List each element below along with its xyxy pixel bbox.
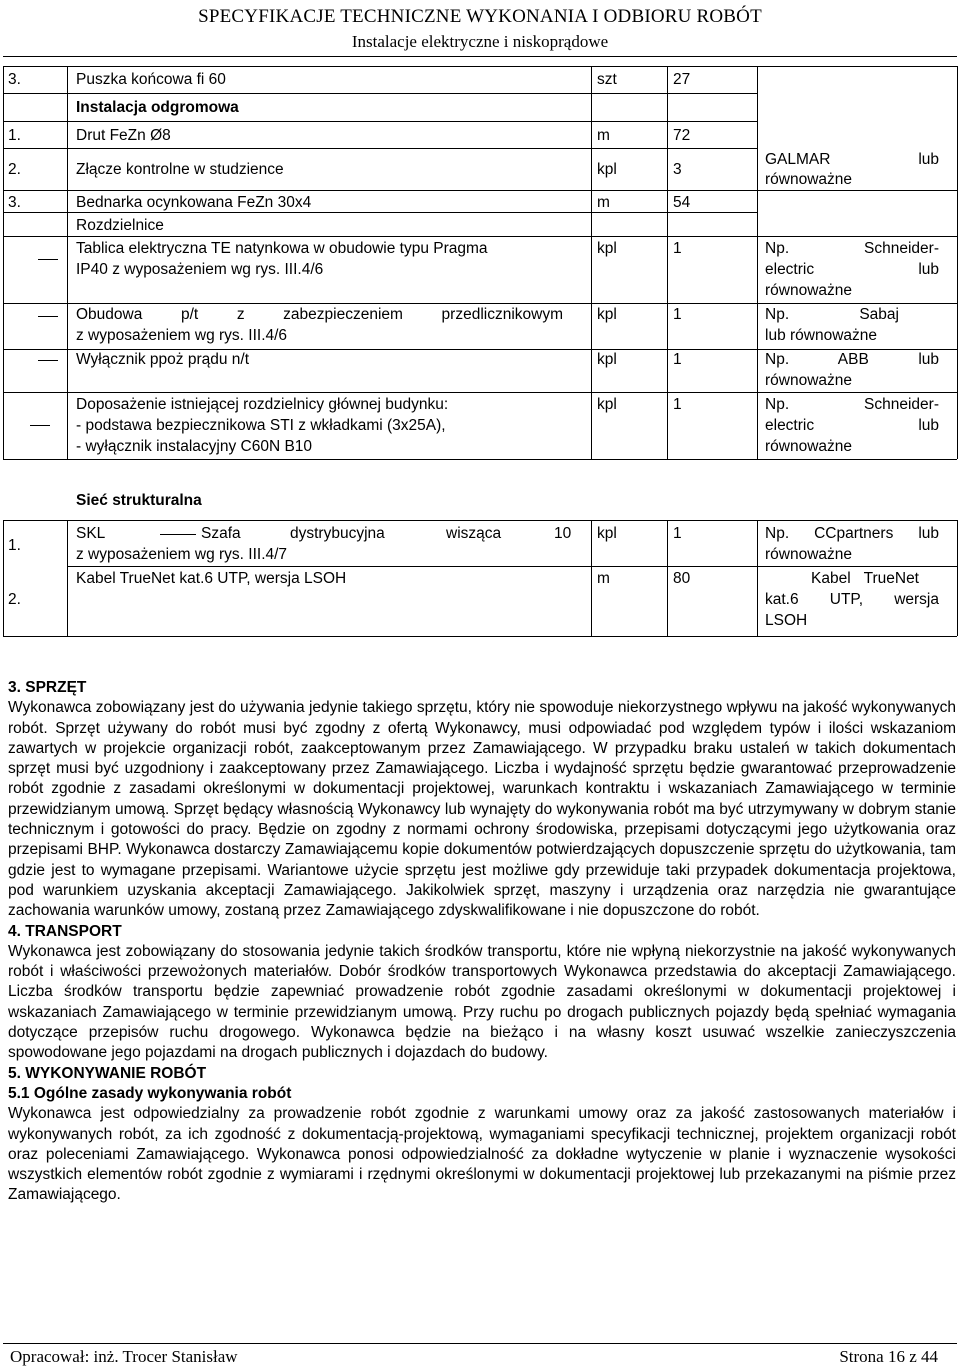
row-unit: m xyxy=(597,194,610,211)
table-line xyxy=(757,520,758,636)
row-note: równoważne xyxy=(765,438,853,455)
row-description: Złącze kontrolne w studzience xyxy=(76,161,284,178)
section-text-zasady: Wykonawca jest odpowiedzialny za prowadzenie robót zgodnie z warunkami umowy oraz za jakość zastosowanych materiałów i wykonywanych robót, za ich zgodność z dokumentacją-projektową, wymaganiami specyfikacji technicznej, projektem organizacji robót oraz poleceniami Zamawiającego. Wykonawca ponosi odpowiedzialność za dokładne wytyczenie w planie i wyznaczenie wysokości wszystkich elementów robót zgodnie z wymiarami i rzędnymi określonymi w dokumentacji projektowej lub przekazanymi na piśmie przez Zamawiającego. xyxy=(8,1105,956,1204)
row-note: równoważne xyxy=(765,372,853,389)
row-description: z wyposażeniem wg rys. III.4/7 xyxy=(76,546,288,563)
row-quantity: 80 xyxy=(673,570,691,587)
section-heading-odgromowa: Instalacja odgromowa xyxy=(76,99,239,116)
footer-rule xyxy=(3,1343,957,1344)
row-note: Np. Schneider- xyxy=(765,396,939,413)
row-number: 1. xyxy=(8,127,21,144)
document-header-title: SPECYFIKACJE TECHNICZNE WYKONANIA I ODBIORU ROBÓT xyxy=(198,6,762,27)
footer-page-number: Strona 16 z 44 xyxy=(839,1347,938,1366)
table-line xyxy=(957,520,958,636)
row-note: electric lub xyxy=(765,417,939,434)
bullet-dash xyxy=(38,360,58,361)
table-line xyxy=(3,520,4,636)
row-note: Np. Schneider- xyxy=(765,240,939,257)
row-note: lub równoważne xyxy=(765,327,878,344)
row-note: GALMAR lub xyxy=(765,151,939,168)
row-description: SKL Szafa dystrybucyjna wisząca 10 xyxy=(76,525,572,542)
row-quantity: 1 xyxy=(673,306,682,323)
table-line xyxy=(667,520,668,636)
bullet-dash xyxy=(30,425,50,426)
row-number: 3. xyxy=(8,71,21,88)
table-line xyxy=(3,66,4,459)
row-note: Kabel TrueNet xyxy=(811,570,919,587)
row-description: Drut FeZn Ø8 xyxy=(76,127,171,144)
row-number: 2. xyxy=(8,161,21,178)
row-description: Obudowa p/t z zabezpieczeniem przedlicznikowym xyxy=(76,306,563,323)
section-title-transport: 4. TRANSPORT xyxy=(8,922,122,940)
row-description: Kabel TrueNet kat.6 UTP, wersja LSOH xyxy=(76,570,347,587)
bullet-dash xyxy=(38,259,58,260)
section-title-zasady: 5.1 Ogólne zasady wykonywania robót xyxy=(8,1084,292,1102)
row-quantity: 54 xyxy=(673,194,691,211)
row-unit: kpl xyxy=(597,306,617,323)
table-line xyxy=(591,66,592,459)
section-title-wykonywanie: 5. WYKONYWANIE ROBÓT xyxy=(8,1064,207,1082)
table-line xyxy=(3,392,957,393)
row-quantity: 1 xyxy=(673,525,682,542)
document-header-subtitle: Instalacje elektryczne i niskoprądowe xyxy=(351,32,609,51)
table-line xyxy=(3,636,957,637)
section-title-sprzet: 3. SPRZĘT xyxy=(8,679,87,696)
table-line xyxy=(67,66,68,459)
row-description: Puszka końcowa fi 60 xyxy=(76,71,226,88)
table-line xyxy=(957,66,958,459)
row-description: Tablica elektryczna TE natynkowa w obudowie typu Pragma xyxy=(76,240,488,257)
table-line xyxy=(3,121,757,122)
row-unit: kpl xyxy=(597,161,617,178)
table-line xyxy=(67,520,68,636)
row-note: electric lub xyxy=(765,261,939,278)
row-note: Np. Sabaj xyxy=(765,306,899,323)
row-unit: m xyxy=(597,127,610,144)
row-quantity: 1 xyxy=(673,351,682,368)
section-text-transport: Wykonawca jest zobowiązany do stosowania jedynie takich środków transportu, które nie wpłyną niekorzystnie na jakość wykonywanych robót i właściwości przewożonych materiałów. Dobór środków transportowych Wykonawca przedstawia do akceptacji Zamawiającego. Liczba środków transportu będzie zapewniać prowadzenie robót zgodnie zasadami określonymi w dokumentacji projektowej i wskazaniach Zamawiającego w terminie przewidzianym umową. Przy ruchu po drogach publicznych pojazdy będą spełniać wymagania dotyczące przepisów ruchu drogowego. Wykonawca będzie na bieżąco i na własny koszt usuwać wszelkie zanieczyszczenia spowodowane jego pojazdami na drogach publicznych i dojazdach do budowy. xyxy=(8,942,956,1062)
row-quantity: 1 xyxy=(673,240,682,257)
table-line xyxy=(67,566,957,567)
table-line xyxy=(3,236,957,237)
row-description: IP40 z wyposażeniem wg rys. III.4/6 xyxy=(76,261,324,278)
row-number: 2. xyxy=(8,591,21,608)
row-unit: kpl xyxy=(597,351,617,368)
row-quantity: 3 xyxy=(673,161,682,178)
table-line xyxy=(3,93,757,94)
row-description: Bednarka ocynkowana FeZn 30x4 xyxy=(76,194,312,211)
row-number: 3. xyxy=(8,194,21,211)
row-quantity: 1 xyxy=(673,396,682,413)
row-quantity: 72 xyxy=(673,127,691,144)
table-line xyxy=(667,66,668,459)
table-line xyxy=(591,520,592,636)
body-sections xyxy=(8,678,956,1206)
row-unit: kpl xyxy=(597,396,617,413)
row-description: Wyłącznik ppoż prądu n/t xyxy=(76,351,250,368)
header-rule xyxy=(3,56,957,57)
table-line xyxy=(3,459,957,460)
row-note: równoważne xyxy=(765,282,853,299)
section-heading-siec: Sieć strukturalna xyxy=(76,492,202,509)
row-quantity: 27 xyxy=(673,71,691,88)
section-heading-rozdzielnice: Rozdzielnice xyxy=(76,217,164,234)
row-note: Np. CCpartners lub xyxy=(765,525,939,542)
row-description: - podstawa bezpiecznikowa STI z wkładkami (3x25A), xyxy=(76,417,446,434)
row-number: 1. xyxy=(8,537,21,554)
table-line xyxy=(757,66,758,459)
row-unit: kpl xyxy=(597,240,617,257)
row-note: LSOH xyxy=(765,612,808,629)
row-note: równoważne xyxy=(765,171,853,188)
table-line xyxy=(3,303,957,304)
row-unit: m xyxy=(597,570,610,587)
row-description: - wyłącznik instalacyjny C60N B10 xyxy=(76,438,313,455)
row-unit: szt xyxy=(597,71,617,88)
table-line xyxy=(3,66,957,67)
row-unit: kpl xyxy=(597,525,617,542)
row-note: Np. ABB lub xyxy=(765,351,939,368)
row-description: z wyposażeniem wg rys. III.4/6 xyxy=(76,327,288,344)
table-line xyxy=(3,190,957,191)
table-line xyxy=(3,520,957,521)
table-line xyxy=(3,148,757,149)
bullet-dash xyxy=(38,316,58,317)
section-text-sprzet: Wykonawca zobowiązany jest do używania jedynie takiego sprzętu, który nie spowoduje niekorzystnego wpływu na jakość wykonywanych robót. Sprzęt używany do robót musi być zgodny z ofertą Wykonawcy, musi odpowiadać pod względem typów i ilości wskazaniom zawartych w projekcie organizacji robót, zaakceptowanym przez Zamawiającego. W przypadku braku ustaleń w takich dokumentach sprzęt musi być uzgodniony i zaakceptowany przez Zamawiającego. Liczba i wydajność sprzętu będzie gwarantować przeprowadzenie robót zgodnie z zasadami określonymi w dokumentacji projektowej, warunkach kontraktu i wskazaniach Zamawiającego w terminie przewidzianym umową. Sprzęt będący własnością Wykonawcy lub wynajęty do wykonywania robót ma być utrzymywany w dobrym stanie technicznym i gotowości do pracy. Będzie on zgodny z normami ochrony środowiska, przepisami dotyczącymi jego użytkowania oraz przepisami BHP. Wykonawca dostarczy Zamawiającemu kopie dokumentów potwierdzających dopuszczenie sprzętu do użytkowania, tam gdzie jest to wymagane przepisami. Wariantowe użycie sprzętu jest możliwe gdy przewiduje taki przypadek dokumentacja projektowa, pod warunkiem uzyskania akceptacji Zamawiającego. Jakikolwiek sprzęt, maszyny i urządzenia oraz narzędzia nie gwarantujące zachowania warunków umowy, zostaną przez Zamawiającego zdyskwalifikowane i nie dopuszczone do robót. xyxy=(8,699,956,920)
row-description: Doposażenie istniejącej rozdzielnicy głównej budynku: xyxy=(76,396,449,413)
row-note: równoważne xyxy=(765,546,853,563)
row-note: kat.6 UTP, wersja xyxy=(765,591,939,608)
footer-author: Opracował: inż. Trocer Stanisław xyxy=(10,1347,238,1366)
